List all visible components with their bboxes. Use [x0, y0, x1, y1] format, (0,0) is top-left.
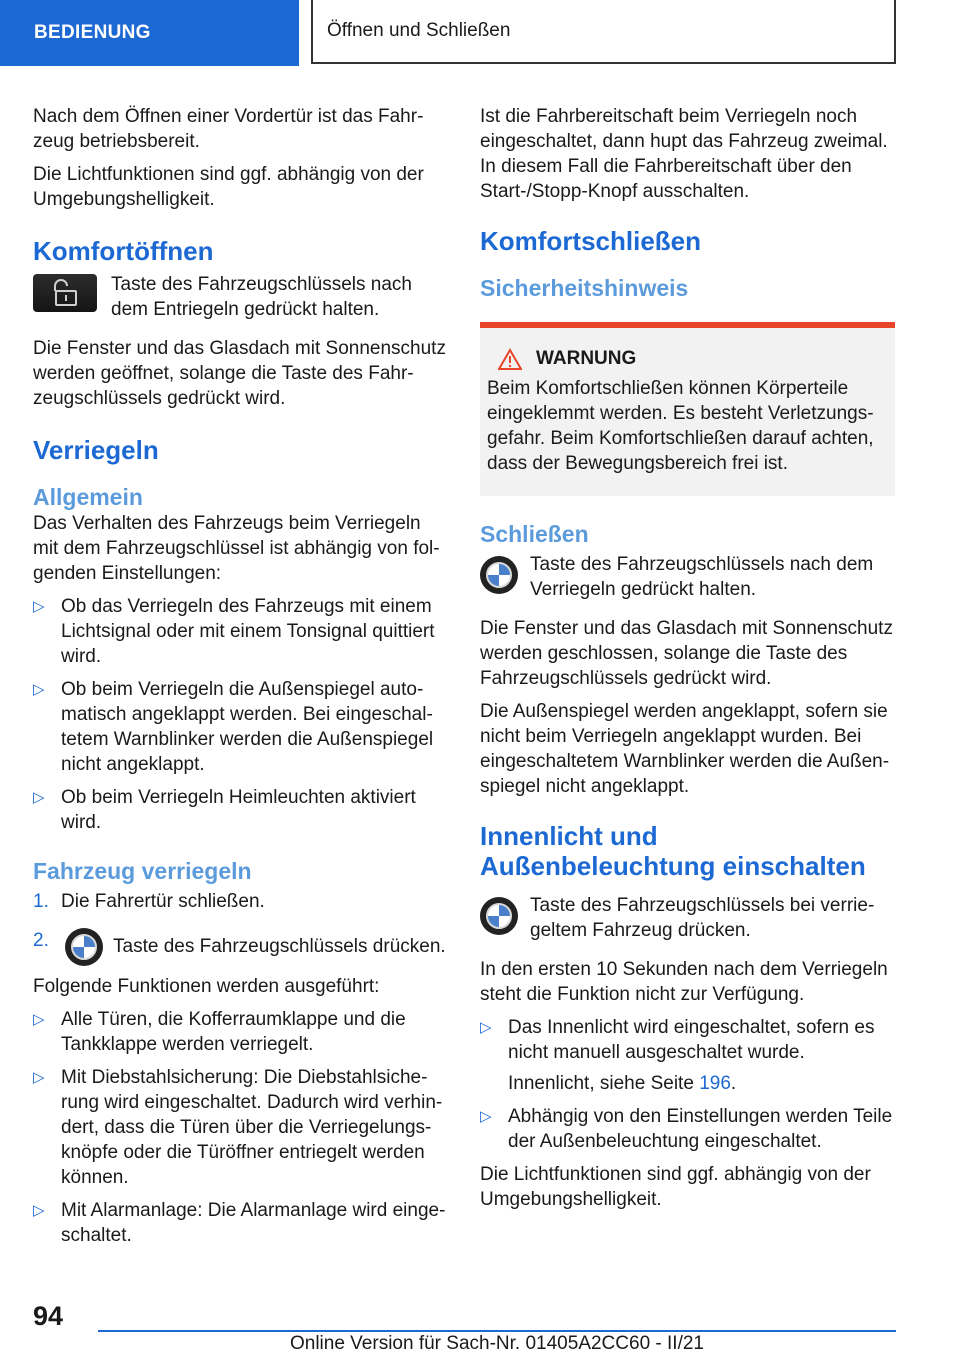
list-item: ▷ Abhängig von den Einstellungen werden Teile der Außenbeleuchtung eingeschaltet.	[480, 1106, 893, 1152]
functions-list	[33, 1007, 448, 1248]
step-item: 2. Taste des Fahrzeugschlüssels drücken.	[33, 928, 448, 966]
heading-innenlicht: Innenlicht und Außenbeleuchtung einschalten	[480, 821, 866, 881]
schliessen-icon-text: Taste des Fahrzeugschlüssels nach dem Verriegeln gedrückt halten.	[530, 554, 874, 600]
warning-title: WARNUNG	[536, 348, 637, 369]
innenlicht-icon-row	[480, 893, 895, 943]
triangle-bullet-icon: ▷	[33, 1069, 45, 1086]
list-item: ▷ Alle Türen, die Kofferraumklappe und die Tankklappe werden verriegelt.	[33, 1009, 406, 1055]
komfort-icon-text: Taste des Fahrzeugschlüssels nach dem Entriegeln gedrückt halten.	[111, 274, 412, 320]
functions-intro: Folgende Funktionen werden ausgeführt:	[33, 976, 380, 997]
brand-logo-key-icon	[480, 556, 518, 594]
left-column	[33, 104, 448, 1256]
triangle-bullet-icon: ▷	[33, 681, 45, 698]
komfort-icon-row	[33, 272, 448, 322]
list-item: ▷ Das Innenlicht wird eingeschaltet, sofern es nicht manuell ausgeschaltet wurde. Innenlicht, siehe Seite 196.	[480, 1015, 895, 1096]
heading-komfortschliessen: Komfortschließen	[480, 226, 702, 256]
allgemein-paragraph: Das Verhalten des Fahrzeugs beim Verriegeln mit dem Fahrzeugschlüssel ist abhängig von folgenden Einstellungen:	[33, 513, 440, 584]
heading-fahrzeug-verriegeln: Fahrzeug verriegeln	[33, 858, 252, 884]
schliessen-paragraph-2: Die Außenspiegel werden angeklappt, sofern sie nicht beim Verriegeln angeklappt wurden. Bei eingeschaltetem Warnblinker werden die Außenspiegel nicht angeklappt.	[480, 701, 890, 797]
warning-text: Beim Komfortschließen können Körperteile eingeklemmt werden. Es besteht Verletzungsgefahr. Beim Komfortschließen darauf achten, dass der Bewegungsbereich frei ist.	[487, 378, 874, 474]
triangle-bullet-icon: ▷	[33, 598, 45, 615]
innenlicht-list	[480, 1015, 895, 1154]
page-reference: Innenlicht, siehe Seite 196.	[508, 1073, 737, 1094]
innenlicht-paragraph: In den ersten 10 Sekunden nach dem Verriegeln steht die Funktion nicht zur Verfügung.	[480, 959, 888, 1005]
list-item: ▷ Ob das Verriegeln des Fahrzeugs mit einem Lichtsignal oder mit einem Tonsignal quittiert wird.	[33, 596, 435, 667]
closing-paragraph: Die Lichtfunktionen sind ggf. abhängig von der Umgebungshelligkeit.	[480, 1164, 871, 1210]
intro-paragraph: Nach dem Öffnen einer Vordertür ist das Fahrzeug betriebsbereit.	[33, 106, 424, 152]
page-number: 94	[33, 1301, 64, 1331]
heading-verriegeln: Verriegeln	[33, 435, 159, 465]
section-label: BEDIENUNG	[0, 0, 299, 66]
heading-sicherheitshinweis: Sicherheitshinweis	[480, 275, 689, 301]
page-link[interactable]: 196	[699, 1073, 731, 1094]
step-item: 1. Die Fahrertür schließen.	[33, 891, 265, 912]
innenlicht-icon-text: Taste des Fahrzeugschlüssels bei verriegeltem Fahrzeug drücken.	[530, 895, 875, 941]
list-item: ▷ Ob beim Verriegeln die Außenspiegel automatisch angeklappt werden. Bei eingeschaltetem Warnblinker werden die Außenspiegel nicht angeklappt.	[33, 679, 434, 775]
list-item: ▷ Mit Diebstahlsicherung: Die Diebstahlsicherung wird eingeschaltet. Dadurch wird verhindert, dass die Türen über die Verriegelungsknöpfe oder die Türöffner entriegelt werden können.	[33, 1067, 443, 1188]
heading-schliessen: Schließen	[480, 521, 589, 547]
schliessen-paragraph-1: Die Fenster und das Glasdach mit Sonnenschutz werden geschlossen, solange die Taste des Fahrzeugschlüssels gedrückt wird.	[480, 618, 893, 689]
page-header	[0, 0, 960, 66]
list-item: ▷ Mit Alarmanlage: Die Alarmanlage wird eingeschaltet.	[33, 1200, 446, 1246]
settings-list	[33, 594, 448, 835]
footer-divider	[98, 1330, 896, 1332]
warning-triangle-icon	[498, 348, 522, 370]
brand-logo-key-icon	[65, 928, 103, 966]
triangle-bullet-icon: ▷	[33, 1011, 45, 1028]
komfort-paragraph: Die Fenster und das Glasdach mit Sonnenschutz werden geöffnet, solange die Taste des Fahrzeugschlüssels gedrückt wird.	[33, 338, 446, 409]
triangle-bullet-icon: ▷	[33, 789, 45, 806]
triangle-bullet-icon: ▷	[480, 1108, 492, 1125]
triangle-bullet-icon: ▷	[480, 1019, 492, 1036]
warning-box	[480, 322, 895, 496]
steps-list	[33, 889, 448, 966]
footer-text: Online Version für Sach-Nr. 01405A2CC60 - II/21	[289, 1333, 704, 1354]
light-note-paragraph: Die Lichtfunktionen sind ggf. abhängig von der Umgebungshelligkeit.	[33, 164, 424, 210]
right-column	[480, 104, 895, 1220]
heading-allgemein: Allgemein	[33, 484, 143, 510]
list-item: ▷ Ob beim Verriegeln Heimleuchten aktiviert wird.	[33, 787, 416, 833]
triangle-bullet-icon: ▷	[33, 1202, 45, 1219]
schliessen-icon-row	[480, 552, 895, 602]
horn-paragraph: Ist die Fahrbereitschaft beim Verriegeln noch eingeschaltet, dann hupt das Fahrzeug zweimal. In diesem Fall die Fahrbereitschaft über den Start-/Stopp-Knopf ausschalten.	[480, 106, 888, 202]
brand-logo-key-icon	[480, 897, 518, 935]
unlock-key-icon	[33, 274, 97, 312]
heading-komfortoeffnen: Komfortöffnen	[33, 236, 214, 266]
chapter-title: Öffnen und Schließen	[311, 0, 896, 64]
